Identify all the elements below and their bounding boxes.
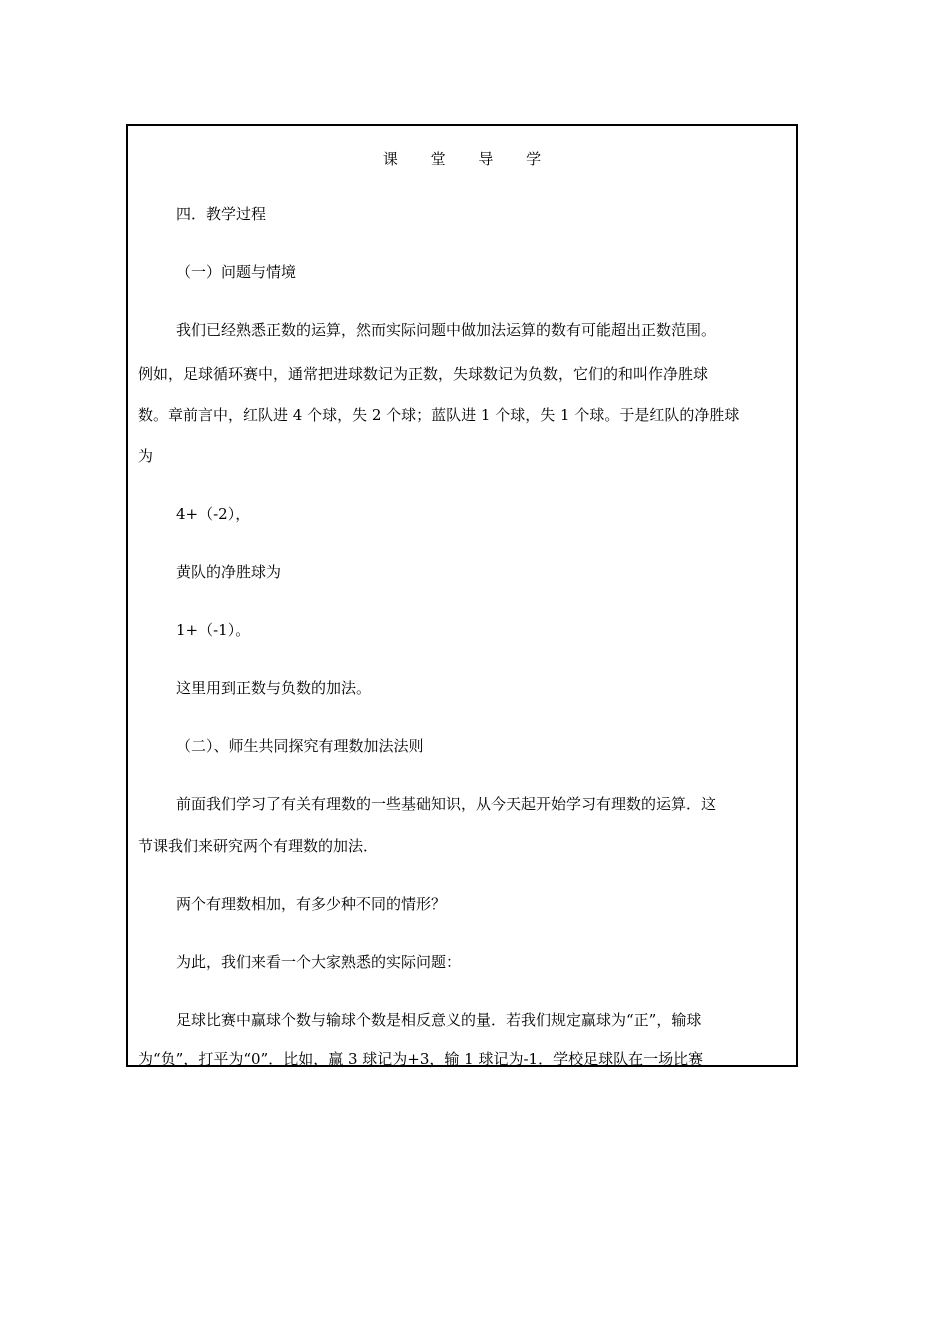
subsection-title-1: （一）问题与情境 <box>176 263 297 281</box>
note-line: 这里用到正数与负数的加法。 <box>176 679 372 697</box>
question-line-1: 两个有理数相加，有多少种不同的情形？ <box>176 895 447 913</box>
subsection-title-2: （二）、师生共同探究有理数加法法则 <box>176 737 424 755</box>
paragraph-1-line-1: 我们已经熟悉正数的运算，然而实际问题中做加法运算的数有可能超出正数范围。 <box>176 321 717 339</box>
question-line-2: 为此，我们来看一个大家熟悉的实际问题： <box>176 953 462 971</box>
yellow-team-label: 黄队的净胜球为 <box>176 563 282 581</box>
paragraph-3-line-1: 足球比赛中赢球个数与输球个数是相反意义的量．若我们规定赢球为“正”，输球 <box>176 1011 702 1029</box>
expression-yellow-team: 1+（-1）。 <box>176 621 251 639</box>
section-title: 四．教学过程 <box>176 205 267 223</box>
paragraph-2-line-1: 前面我们学习了有关有理数的一些基础知识，从今天起开始学习有理数的运算．这 <box>176 795 717 813</box>
paragraph-1-line-4: 为 <box>138 447 154 465</box>
content-frame <box>126 124 798 1067</box>
paragraph-2-line-2: 节课我们来研究两个有理数的加法． <box>138 837 379 855</box>
expression-red-team: 4+（-2）， <box>176 505 251 523</box>
paragraph-3-line-2: 为“负”，打平为“0”．比如，赢 3 球记为+3，输 1 球记为-1．学校足球队在一场比赛 <box>138 1050 704 1068</box>
paragraph-1-line-2: 例如，足球循环赛中，通常把进球数记为正数，失球数记为负数，它们的和叫作净胜球 <box>138 365 709 383</box>
page-heading: 课 堂 导 学 <box>382 150 556 168</box>
paragraph-1-line-3: 数。章前言中，红队进 4 个球，失 2 个球；蓝队进 1 个球，失 1 个球。于是红队的净胜球 <box>138 406 740 424</box>
